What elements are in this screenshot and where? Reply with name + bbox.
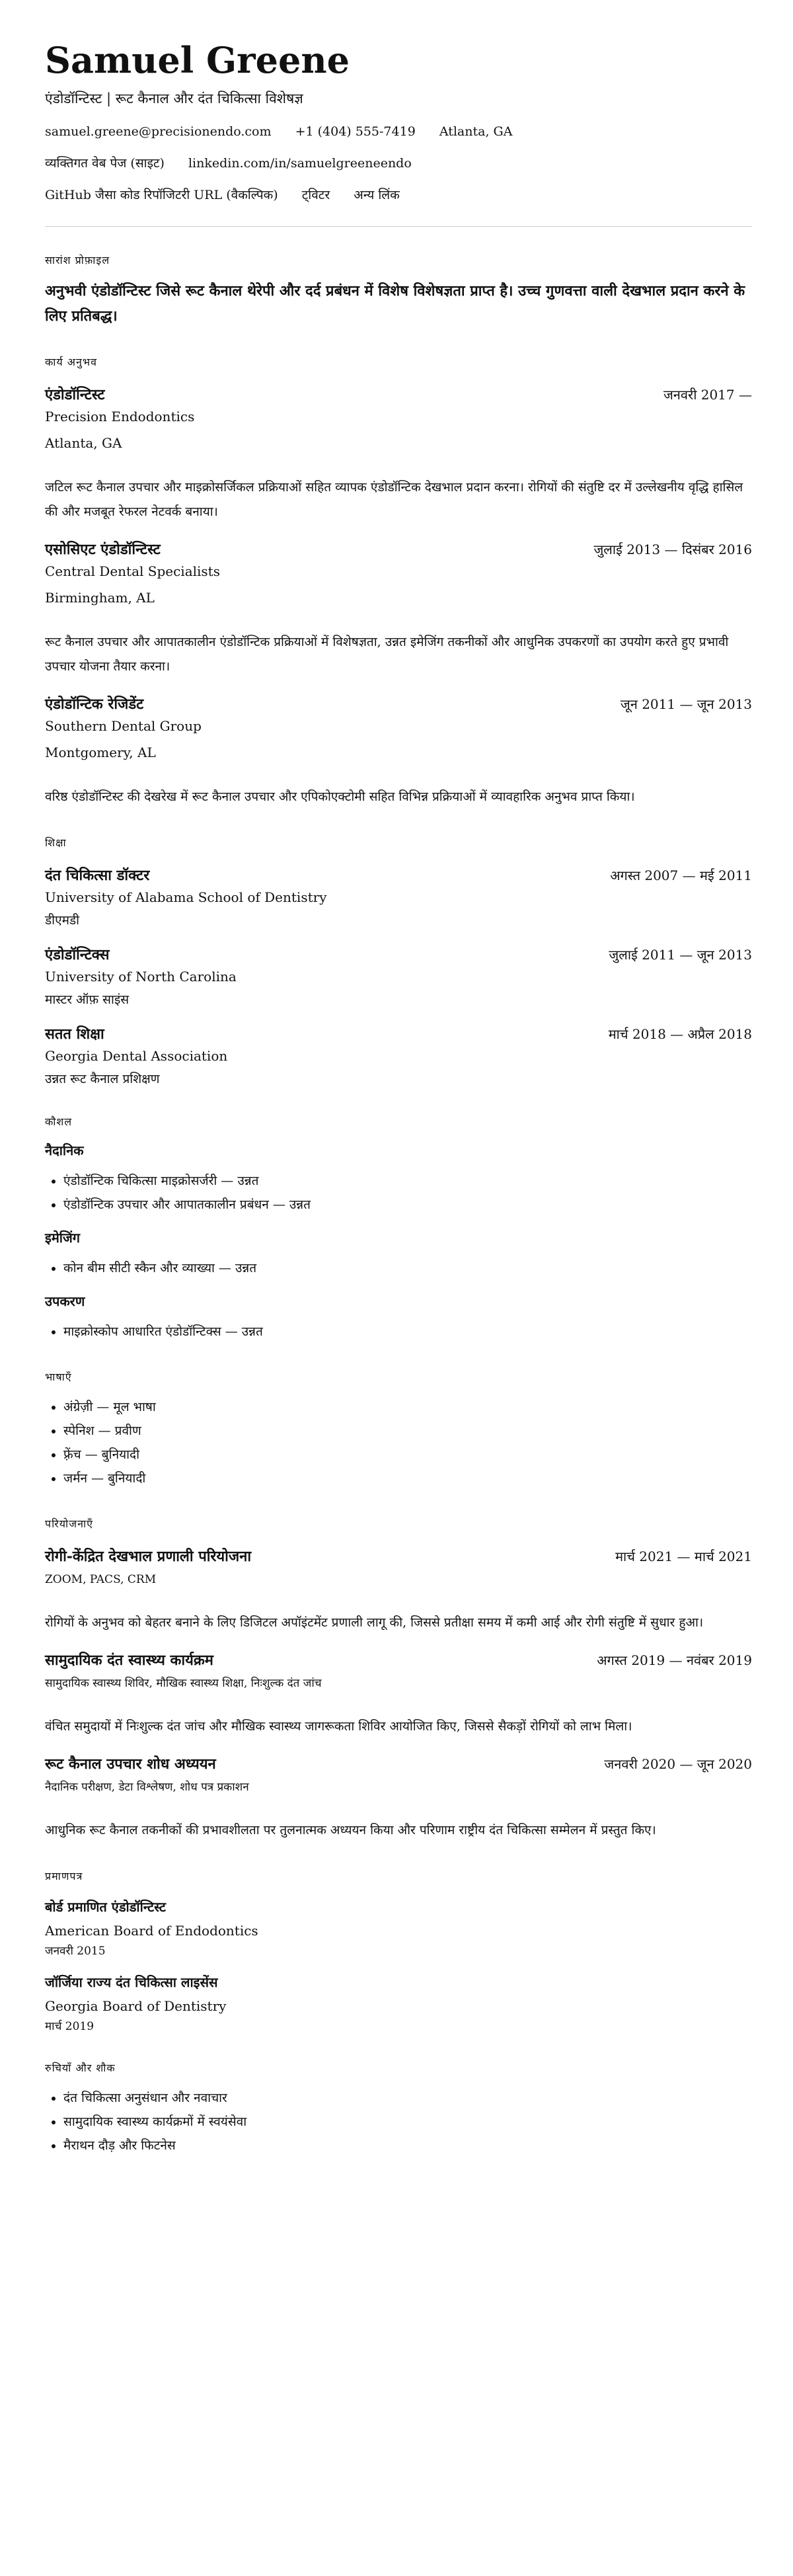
section-title: कौशल [45,1115,73,1128]
job-title: एंडोडॉन्टिस्ट [45,386,105,403]
project-description: आधुनिक रूट कैनाल तकनीकों की प्रभावशीलता पर तुलनात्मक अध्ययन किया और परिणाम राष्ट्रीय दंत चिकित्सा सम्मेलन में प्रस्तुत किए। [45,1823,656,1837]
job-title: एंडोडॉन्टिक रेजिडेंट [45,696,144,713]
project-dates: अगस्त 2019 — नवंबर 2019 [597,1652,752,1668]
certification-entry [45,1897,752,1959]
project-tech: नैदानिक परीक्षण, डेटा विश्लेषण, शोध पत्र प्रकाशन [45,1781,249,1794]
language-list [45,1395,752,1490]
candidate-name: Samuel Greene [45,39,350,81]
interest-item: • मैराथन दौड़ और फिटनेस [63,2134,752,2157]
institution: University of Alabama School of Dentistry [45,889,327,905]
email-link[interactable]: samuel.greene@precisionendo.com [45,124,272,139]
language-item: • फ़्रेंच — बुनियादी [63,1443,752,1467]
summary-section [45,253,752,329]
degree: मास्टर ऑफ़ साइंस [45,992,130,1007]
skills-section [45,1115,752,1344]
project-entry [45,1650,752,1739]
contact-row-3 [45,186,752,204]
project-title: रोगी-केंद्रित देखभाल प्रणाली परियोजना [45,1548,252,1565]
job-location: Atlanta, GA [45,435,122,451]
skill-item: • एंडोडॉन्टिक चिकित्सा माइक्रोसर्जरी — उन्नत [63,1169,752,1193]
location-text: Atlanta, GA [439,124,513,139]
languages-section [45,1370,752,1490]
education-title: सतत शिक्षा [45,1026,104,1043]
certification-entry [45,1972,752,2034]
section-title: शिक्षा [45,836,67,849]
job-dates: जून 2011 — जून 2013 [620,696,752,712]
extra-link-2[interactable]: अन्य लिंक [354,188,400,202]
project-dates: मार्च 2021 — मार्च 2021 [615,1549,752,1564]
section-title: भाषाएँ [45,1371,72,1383]
education-section [45,836,752,1088]
skill-group-title: उपकरण [45,1293,85,1309]
summary-text: अनुभवी एंडोडॉन्टिस्ट जिसे रूट कैनाल थेरेपी और दर्द प्रबंधन में विशेष विशेषज्ञता प्राप्त है। उच्च गुणवत्ता वाली देखभाल प्रदान करने के लिए प्रतिबद्ध। [45,282,745,325]
education-entry [45,944,752,1009]
certification-issuer: American Board of Endodontics [45,1923,258,1939]
experience-entry [45,694,752,809]
skill-list [45,1256,752,1280]
interest-item: • दंत चिकित्सा अनुसंधान और नवाचार [63,2086,752,2110]
certifications-section [45,1869,752,2034]
linkedin-link[interactable]: linkedin.com/in/samuelgreeneendo [188,156,412,171]
experience-section [45,355,752,809]
language-item: • स्पेनिश — प्रवीण [63,1419,752,1443]
certification-date: मार्च 2019 [45,2020,94,2033]
experience-entry [45,539,752,679]
section-title: प्रमाणपत्र [45,1870,83,1882]
section-title: परियोजनाएँ [45,1517,93,1530]
job-dates: जुलाई 2013 — दिसंबर 2016 [593,542,752,557]
skill-list [45,1320,752,1344]
education-title: एंडोडॉन्टिक्स [45,946,110,963]
project-title: सामुदायिक दंत स्वास्थ्य कार्यक्रम [45,1652,213,1669]
job-title: एसोसिएट एंडोडॉन्टिस्ट [45,541,161,558]
job-description: जटिल रूट कैनाल उपचार और माइक्रोसर्जिकल प्रक्रियाओं सहित व्यापक एंडोडॉन्टिक देखभाल प्रदान करना। रोगियों की संतुष्टि दर में उल्लेखनीय वृद्धि हासिल की और मजबूत रेफरल नेटवर्क बनाया। [45,480,743,519]
skill-list [45,1169,752,1217]
extra-link-1[interactable]: ट्विटर [301,188,330,202]
contact-row-2 [45,155,752,172]
job-dates: जनवरी 2017 — [663,387,752,403]
certification-name: जॉर्जिया राज्य दंत चिकित्सा लाइसेंस [45,1974,218,1990]
section-title: कार्य अनुभव [45,356,98,368]
headline: एंडोडॉन्टिस्ट | रूट कैनाल और दंत चिकित्सा विशेषज्ञ [45,91,303,106]
job-description: वरिष्ठ एंडोडॉन्टिस्ट की देखरेख में रूट कैनाल उपचार और एपिकोएक्टोमी सहित विभिन्न प्रक्रियाओं में व्यावहारिक अनुभव प्राप्त किया। [45,789,635,804]
certification-issuer: Georgia Board of Dentistry [45,1998,227,2014]
education-dates: मार्च 2018 — अप्रैल 2018 [608,1026,752,1042]
github-link[interactable]: GitHub जैसा कोड रिपॉजिटरी URL (वैकल्पिक) [45,188,278,202]
project-tech: ZOOM, PACS, CRM [45,1573,157,1586]
certification-date: जनवरी 2015 [45,1945,106,1958]
header-divider [45,226,752,227]
education-dates: अगस्त 2007 — मई 2011 [610,867,752,883]
project-entry [45,1546,752,1635]
portfolio-link[interactable]: व्यक्तिगत वेब पेज (साइट) [45,156,165,171]
experience-entry [45,384,752,524]
resume-header [45,37,752,204]
job-description: रूट कैनाल उपचार और आपातकालीन एंडोडॉन्टिक प्रक्रियाओं में विशेषज्ञता, उन्नत इमेजिंग तकनीकों और आधुनिक उपकरणों का उपयोग करते हुए प्रभावी उपचार योजना तैयार करना। [45,635,729,674]
employer: Southern Dental Group [45,718,202,734]
contact-row-1 [45,123,752,140]
skill-group-title: इमेजिंग [45,1230,81,1246]
projects-section [45,1517,752,1843]
language-item: • अंग्रेज़ी — मूल भाषा [63,1395,752,1419]
employer: Central Dental Specialists [45,563,220,579]
project-description: रोगियों के अनुभव को बेहतर बनाने के लिए डिजिटल अपॉइंटमेंट प्रणाली लागू की, जिससे प्रतीक्षा समय में कमी आई और रोगी संतुष्टि में सुधार हुआ। [45,1615,704,1630]
education-title: दंत चिकित्सा डॉक्टर [45,867,150,884]
skill-item: • कोन बीम सीटी स्कैन और व्याख्या — उन्नत [63,1256,752,1280]
institution: Georgia Dental Association [45,1048,228,1064]
job-location: Montgomery, AL [45,745,156,760]
education-dates: जुलाई 2011 — जून 2013 [609,947,752,963]
degree: उन्नत रूट कैनाल प्रशिक्षण [45,1072,160,1086]
project-dates: जनवरी 2020 — जून 2020 [604,1756,752,1772]
skill-item: • माइक्रोस्कोप आधारित एंडोडॉन्टिक्स — उन्नत [63,1320,752,1344]
section-title: रुचियाँ और शौक [45,2062,116,2074]
phone-text: +1 (404) 555-7419 [295,124,416,139]
skill-item: • एंडोडॉन्टिक उपचार और आपातकालीन प्रबंधन — उन्नत [63,1193,752,1217]
certification-name: बोर्ड प्रमाणित एंडोडॉन्टिस्ट [45,1899,167,1915]
resume-page [45,0,752,2184]
employer: Precision Endodontics [45,409,195,424]
interests-section [45,2061,752,2157]
project-title: रूट कैनाल उपचार शोध अध्ययन [45,1755,216,1773]
project-entry [45,1753,752,1843]
job-location: Birmingham, AL [45,590,155,606]
education-entry [45,1024,752,1088]
language-item: • जर्मन — बुनियादी [63,1467,752,1490]
education-entry [45,865,752,930]
institution: University of North Carolina [45,969,237,985]
skill-group-title: नैदानिक [45,1143,84,1158]
interest-item: • सामुदायिक स्वास्थ्य कार्यक्रमों में स्वयंसेवा [63,2110,752,2134]
interest-list [45,2086,752,2157]
project-description: वंचित समुदायों में निःशुल्क दंत जांच और मौखिक स्वास्थ्य जागरूकता शिविर आयोजित किए, जिससे सैकड़ों रोगियों को लाभ मिला। [45,1719,632,1734]
degree: डीएमडी [45,913,80,928]
section-title: सारांश प्रोफ़ाइल [45,254,110,266]
project-tech: सामुदायिक स्वास्थ्य शिविर, मौखिक स्वास्थ्य शिक्षा, निःशुल्क दंत जांच [45,1677,322,1690]
